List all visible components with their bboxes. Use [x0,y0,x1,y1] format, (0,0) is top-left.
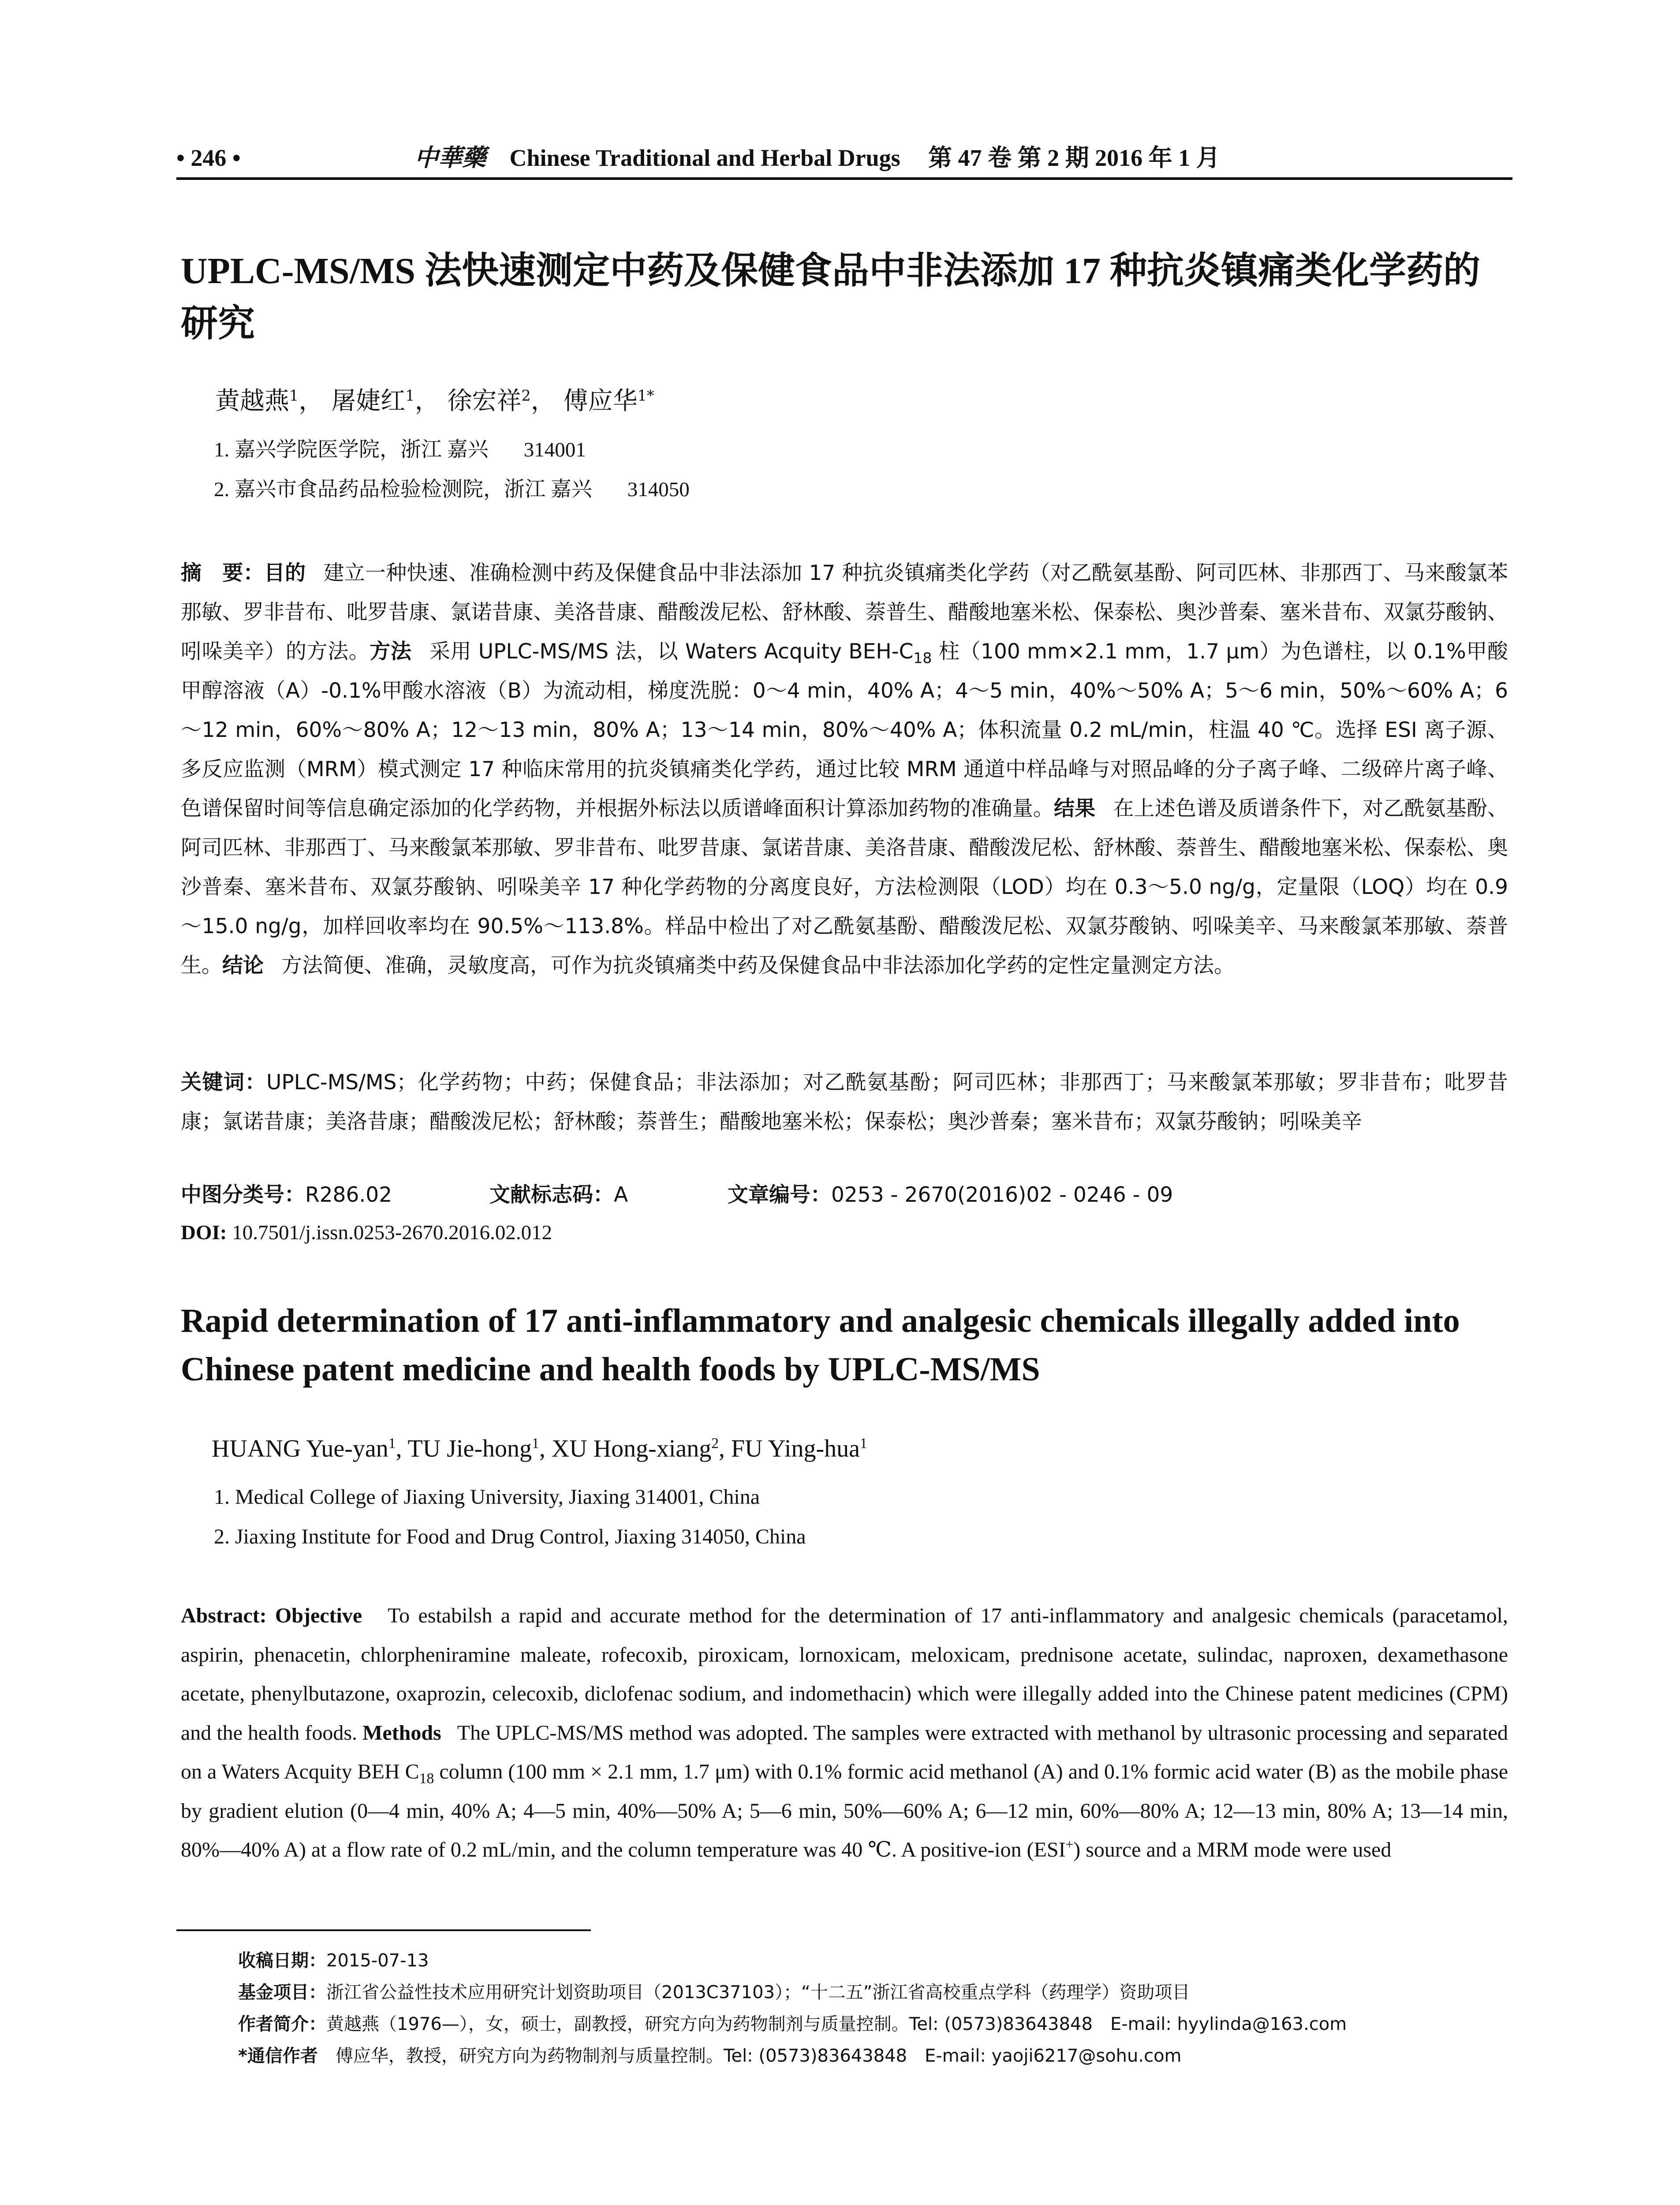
cn-author: 黄越燕 [215,387,289,415]
footnote-label: 收稿日期： [238,1951,326,1971]
en-author-sup: 2 [711,1435,719,1452]
footnote-text: 2015-07-13 [326,1951,429,1971]
en-abstract-label: Abstract: Objective [181,1604,362,1627]
clc-cell [181,1180,489,1211]
en-methods-sub: 18 [419,1770,434,1787]
cn-affiliation-1 [214,434,586,465]
cn-conclusion-label: 结论 [222,953,264,978]
cn-results-text: 在上述色谱及质谱条件下，对乙酰氨基酚、阿司匹林、非那西丁、马来酸氯苯那敏、罗非昔布、吡罗昔康、氯诺昔康、美洛昔康、醋酸泼尼松、舒林酸、萘普生、醋酸地塞米松、保泰松、奥沙普秦、塞米昔布、双氯芬酸钠、吲哚美辛 17 种化学药物的分离度良好，方法检测限（LOD）均在 0.3～5.0 ng/g，定量限（LOQ）均在 0.9～15.0 ng/g，加样回收率均在 90.5%～113.8%。样品中检出了对乙酰氨基酚、醋酸泼尼松、双氯芬酸钠、吲哚美辛、马来酸氯苯那敏、萘普生。 [181,796,1508,978]
article-no-cell [728,1180,1173,1211]
en-authors: HUANG Yue-yan$^1$, TU Jie-hong$^1$, XU Hong-xiang$^2$, FU Ying-hua$^1$ [212,1435,867,1462]
cn-abstract-label: 摘 要： [181,561,264,585]
en-author: TU Jie-hong [407,1435,532,1462]
doc-code-cell [489,1180,728,1211]
en-methods-text-a: The UPLC-MS/MS method was adopted. The samples were extracted with methanol by ultrasonic processing and separated on a Waters Acquity BEH C [181,1721,1508,1783]
footnotes [238,1945,1517,2072]
clc-label: 中图分类号： [181,1183,305,1207]
journal-issue: 第 47 卷 第 2 期 2016 年 1 月 [928,145,1220,171]
cn-author: 傅应华 [563,387,638,415]
en-author: HUANG Yue-yan [212,1435,388,1462]
en-author-sup: 1 [388,1435,396,1452]
en-affiliation-2: 2. Jiaxing Institute for Food and Drug Control, Jiaxing 314050, China [214,1525,806,1548]
footnote-label: 基金项目： [238,1982,326,2003]
cn-author-sup: 2 [521,387,531,404]
en-abstract [181,1596,1508,1870]
doc-code-value: A [614,1183,628,1207]
journal-cn-logo: 中華藥 [414,145,486,171]
en-affiliation-1: 1. Medical College of Jiaxing University, Jiaxing 314001, China [214,1485,760,1509]
page-number: • 246 • [176,145,241,171]
cn-results-label: 结果 [1054,796,1096,821]
footnote-label: 作者简介： [238,2014,326,2034]
en-methods-sup: + [1065,1837,1074,1852]
cn-keywords [181,1063,1508,1141]
doi-line [181,1217,552,1248]
keywords-text: UPLC-MS/MS；化学药物；中药；保健食品；非法添加；对乙酰氨基酚；阿司匹林；非那西丁；马来酸氯苯那敏；罗非昔布；吡罗昔康；氯诺昔康；美洛昔康；醋酸泼尼松；舒林酸；萘普生；醋酸地塞米松；保泰松；奥沙普秦；塞米昔布；双氯芬酸钠；吲哚美辛 [181,1070,1508,1134]
en-objective-text: To estabilsh a rapid and accurate method for the determination of 17 anti-inflammatory and analgesic chemicals (paracetamol, aspirin, phenacetin, chlorpheniramine maleate, rofecoxib, piroxicam, lornoxicam, meloxicam, prednisone acetate, sulindac, naproxen, dexamethasone acetate, phenylbutazone, oxaprozin, celecoxib, diclofenac sodium, and indomethacin) which were illegally added into the Chinese patent medicines (CPM) and the health foods. [181,1604,1508,1745]
doi-value[interactable]: 10.7501/j.issn.0253-2670.2016.02.012 [232,1221,553,1244]
cn-author-sup: 1 [289,387,299,404]
article-no-label: 文章编号： [728,1183,831,1207]
footnote-corresponding [238,2040,1517,2072]
footnote-label: *通信作者 [238,2046,318,2066]
footnote-funding [238,1977,1517,2008]
footnote-text: 浙江省公益性技术应用研究计划资助项目（2013C37103）；“十二五”浙江省高校重点学科（药理学）资助项目 [326,1982,1190,2003]
cn-affiliation-2 [214,474,690,505]
cn-affiliation-zip: 314001 [523,438,586,461]
keywords-label: 关键词： [181,1070,267,1095]
journal-en-name: Chinese Traditional and Herbal Drugs [509,145,900,171]
footnote-received [238,1945,1517,1977]
footnote-text: 黄越燕（1976—），女，硕士，副教授，研究方向为药物制剂与质量控制。Tel: (0573)83643848 E-mail: hyylinda@163.com [326,2014,1347,2034]
en-methods-label: Methods [362,1721,441,1745]
doi-label: DOI: [181,1221,227,1244]
cn-author: 屠婕红 [331,387,406,415]
clc-value: R286.02 [305,1183,392,1207]
cn-conclusion-text: 方法简便、准确，灵敏度高，可作为抗炎镇痛类中药及保健食品中非法添加化学药的定性定量测定方法。 [281,953,1235,978]
cn-methods-text-b: 柱（100 mm×2.1 mm，1.7 μm）为色谱柱，以 0.1%甲酸甲醇溶液（A）-0.1%甲酸水溶液（B）为流动相，梯度洗脱：0～4 min，40% A；4～5 min，40%～50% A；5～6 min，50%～60% A；6～12 min，60%～80% A；12～13 min，80% A；13～14 min，80%～40% A；体积流量 0.2 mL/min，柱温 40 ℃。选择 ESI 离子源、多反应监测（MRM）模式测定 17 种临床常用的抗炎镇痛类化学药，通过比较 MRM 通道中样品峰与对照品峰的分子离子峰、二级碎片离子峰、色谱保留时间等信息确定添加的化学药物，并根据外标法以质谱峰面积计算添加药物的准确量。 [181,639,1508,821]
journal-info [414,140,1220,176]
cn-methods-label: 方法 [370,639,412,664]
cn-author: 徐宏祥 [447,387,522,415]
cn-abstract [181,553,1508,985]
en-methods-text-b: column (100 mm × 2.1 mm, 1.7 μm) with 0.1% formic acid methanol (A) and 0.1% formic acid water (B) as the mobile phase by gradient elution (0—4 min, 40% A; 4—5 min, 40%—50% A; 5—6 min, 50%—60% A; 6—12 min, 60%—80% A; 12—13 min, 80% A; 13—14 min, 80%—40% A) at a flow rate of 0.2 mL/min, and the column temperature was 40 ℃. A positive-ion (ESI [181,1760,1508,1861]
cn-affiliation-text: 2. 嘉兴市食品药品检验检测院，浙江 嘉兴 [214,478,592,501]
cn-objective-text: 建立一种快速、准确检测中药及保健食品中非法添加 17 种抗炎镇痛类化学药（对乙酰氨基酚、阿司匹林、非那西丁、马来酸氯苯那敏、罗非昔布、吡罗昔康、氯诺昔康、美洛昔康、醋酸泼尼松、舒林酸、萘普生、醋酸地塞米松、保泰松、奥沙普秦、塞米昔布、双氯芬酸钠、吲哚美辛）的方法。 [181,561,1508,664]
cn-methods-sub: 18 [913,649,932,667]
header-rule [176,177,1512,180]
cn-methods-text-a: 采用 UPLC-MS/MS 法，以 Waters Acquity BEH-C [429,639,914,664]
en-methods-text-c: ) source and a MRM mode were used [1073,1838,1392,1861]
footnote-rule [176,1929,591,1931]
cn-objective-label: 目的 [264,561,306,585]
en-author-sup: 1 [859,1435,867,1452]
en-author: XU Hong-xiang [551,1435,712,1462]
doc-code-label: 文献标志码： [489,1183,614,1207]
running-header [176,140,1512,176]
cn-authors: 黄越燕$^1$， 屠婕红$^1$， 徐宏祥$^2$， 傅应华$^{1*}$ [215,387,654,415]
cn-affiliation-zip: 314050 [627,478,690,501]
en-author: FU Ying-hua [731,1435,860,1462]
cn-affiliation-text: 1. 嘉兴学院医学院，浙江 嘉兴 [214,438,489,461]
en-title: Rapid determination of 17 anti-inflammatory and analgesic chemicals illegally added into Chinese patent medicine and health foods by UPLC-MS/MS [181,1302,1460,1388]
cn-title: UPLC-MS/MS 法快速测定中药及保健食品中非法添加 17 种抗炎镇痛类化学药的研究 [181,250,1480,344]
en-author-sup: 1 [532,1435,539,1452]
article-no-value: 0253 - 2670(2016)02 - 0246 - 09 [831,1183,1173,1207]
cn-author-sup: 1 [405,387,415,404]
footnote-text: 傅应华，教授，研究方向为药物制剂与质量控制。Tel: (0573)83643848 E-mail: yaoji6217@sohu.com [317,2046,1182,2066]
footnote-author-bio [238,2008,1517,2040]
cn-author-sup: 1* [637,387,654,404]
classification-line [181,1180,1508,1211]
